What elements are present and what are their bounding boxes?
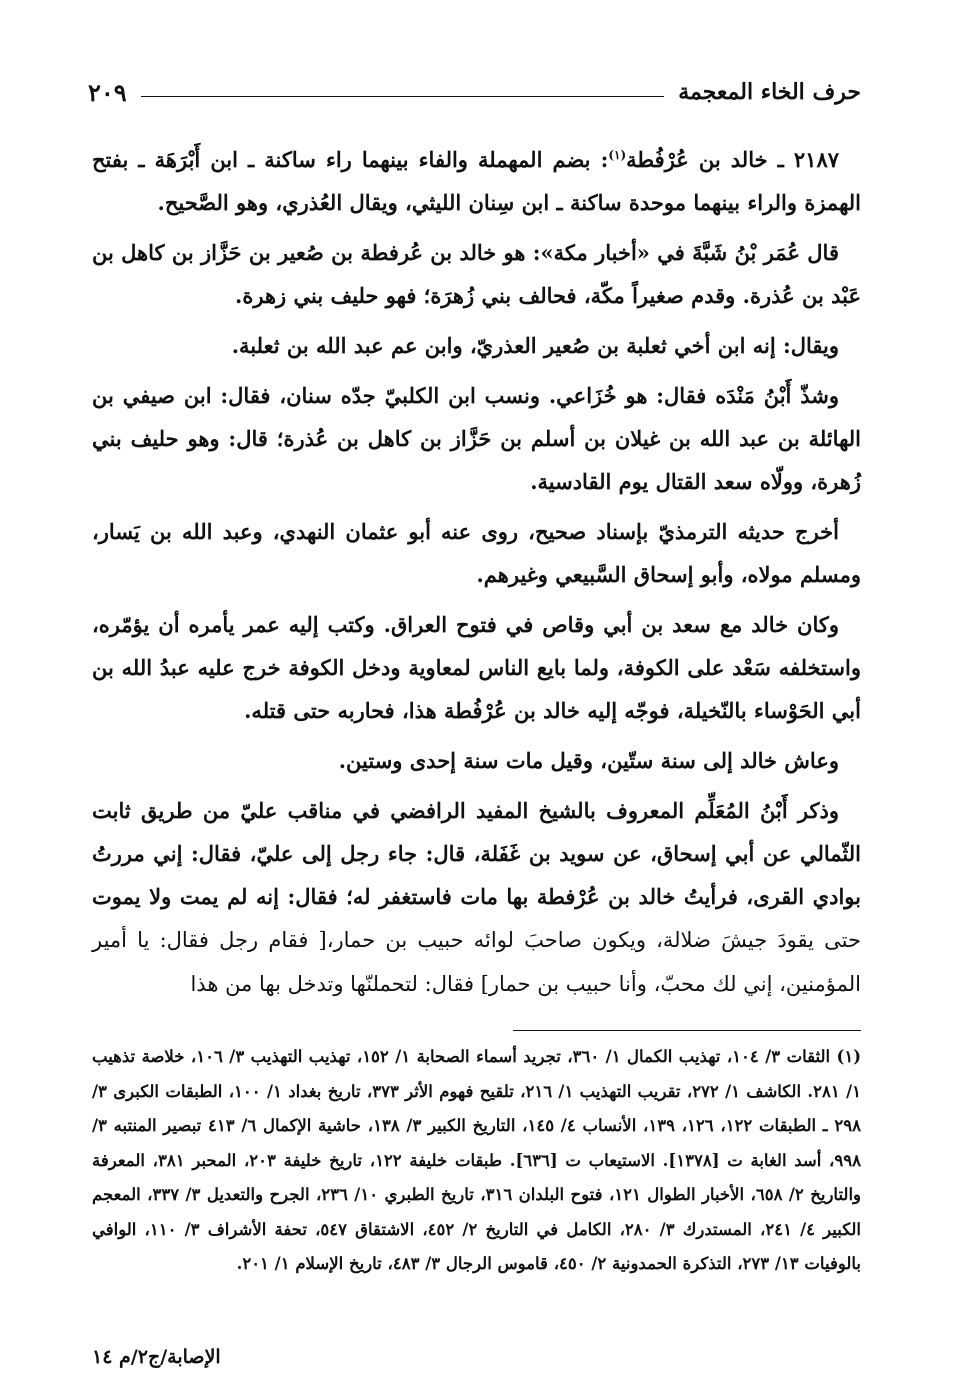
paragraph: ويقال: إنه ابن أخي ثعلبة بن صُعير العذريّ، وابن عم عبد الله بن ثعلبة. <box>231 333 839 358</box>
footnote-marker: (١) <box>608 148 627 162</box>
entry-heading: ٢١٨٧ ـ خالد بن عُرْفُطة <box>626 147 840 172</box>
header-rule <box>141 96 665 97</box>
entry-text: : بضم المهملة والفاء بينهما راء ساكنة ـ ابن أَبْرَهَة ـ بفتح الهمزة والراء بينهما موحدة ساكنة ـ ابن سِنان الليثي، ويقال العُذري، وهو الصَّحيح. <box>92 147 861 215</box>
paragraph: وشذّ أَبْنُ مَنْدَه فقال: هو خُزَاعي. ونسب ابن الكلبيّ جدّه سنان، فقال: ابن صيفي بن الهائلة بن عبد الله بن غيلان بن أسلم بن حَزَّاز بن كاهل بن عُذرة؛ قال: وهو حليف بني زُهرة، وولّاه سعد القتال يوم القادسية. <box>92 383 861 494</box>
main-text <box>92 138 861 1013</box>
chapter-title: حرف الخاء المعجمة <box>678 79 861 105</box>
paragraph: وكان خالد مع سعد بن أبي وقاص في فتوح العراق. وكتب إليه عمر يأمره أن يؤمّره، واستخلفه سَعْد على الكوفة، ولما بايع الناس لمعاوية ودخل الكوفة خرج عليه عبدُ الله بن أبي الحَوْساء بالنّخيلة، فوجّه إليه خالد بن عُرْفُطة هذا، فحاربه حتى قتله. <box>92 612 861 723</box>
paragraph <box>92 789 861 1006</box>
footnote-separator <box>513 1030 861 1031</box>
page-number: ٢٠٩ <box>88 77 127 107</box>
footnote-text: (١) الثقات ٣/ ١٠٤، تهذيب الكمال ١/ ٣٦٠، تجريد أسماء الصحابة ١/ ١٥٢، تهذيب التهذيب ٣/ ١٠٦، خلاصة تذهيب ١/ ٢٨١. الكاشف ١/ ٢٧٢، تقريب التهذيب ١/ ٢١٦، تلقيح فهوم الأثر ٣٧٣، تاريخ بغداد ١/ ١٠٠، الطبقات الكبرى ٣/ ٢٩٨ ـ الطبقات ١٢٢، ١٢٦، ١٣٩، الأنساب ٤/ ١٤٥، التاريخ الكبير ٣/ ١٣٨، حاشية الإكمال ٦/ ٤١٣ تبصير المنتبه ٣/ ٩٩٨، أسد الغابة ت [١٣٧٨]. الاستيعاب ت [٦٣٦]. طبقات خليفة ١٢٢، تاريخ خليفة ٢٠٣، المحبر ٣٨١، المعرفة والتاريخ ٢/ ٦٥٨، الأخبار الطوال ١٢١، فتوح البلدان ٣١٦، تاريخ الطبري ١٠/ ٢٣٦، الجرح والتعديل ٣/ ٣٣٧، المعجم الكبير ٤/ ٢٤١، المستدرك ٣/ ٢٨٠، الكامل في التاريخ ٢/ ٤٥٢، الاشتقاق ٥٤٧، تحفة الأشراف ٣/ ١١٠، الوافي بالوفيات ١٣/ ٢٧٣، التذكرة الحمدونية ٢/ ٤٥٠، قاموس الرجال ٣/ ٤٨٣، تاريخ الإسلام ١/ ٢٠١. <box>92 1047 862 1273</box>
paragraph: أخرج حديثه الترمذيّ بإسناد صحيح، روى عنه أبو عثمان النهدي، وعبد الله بن يَسار، ومسلم مولاه، وأبو إسحاق السَّبيعي وغيرهم. <box>92 519 861 587</box>
paragraph: وعاش خالد إلى سنة ستّين، وقيل مات سنة إحدى وستين. <box>338 748 839 773</box>
signature-mark: الإصابة/ج٢/م ١٤ <box>92 1346 221 1368</box>
footnotes <box>92 1040 861 1282</box>
entry-paragraph <box>92 138 861 224</box>
paragraph: قال عُمَر بْنُ شَبَّةَ في «أخبار مكة»: هو خالد بن عُرفطة بن صُعير بن حَزَّاز بن كاهل بن عَبْد بن عُذرة. وقدم صغيراً مكّة، فحالف بني زُهرَة؛ فهو حليف بني زهرة. <box>92 240 861 308</box>
paragraph-continuation: حتى يقودَ جيشَ ضلالة، ويكون صاحبَ لوائه حبيب بن حمار،[ فقام رجل فقال: يا أمير المؤمنين، إني لك محبّ، وأنا حبيب بن حمار] فقال: لتحملنّها وتدخل بها من هذا <box>92 928 861 996</box>
paragraph-text: وذكر أَبْنُ المُعَلِّم المعروف بالشيخ المفيد الرافضي في مناقب عليّ من طريق ثابت الثّمالي عن أبي إسحاق، عن سويد بن غَفَلة، قال: جاء رجل إلى عليّ، فقال: إني مررتُ بوادي القرى، فرأيتُ خالد بن عُرْفطة بها مات فاستغفر له؛ فقال: إنه لم يمت ولا يموت <box>92 798 861 909</box>
running-header <box>88 72 861 112</box>
